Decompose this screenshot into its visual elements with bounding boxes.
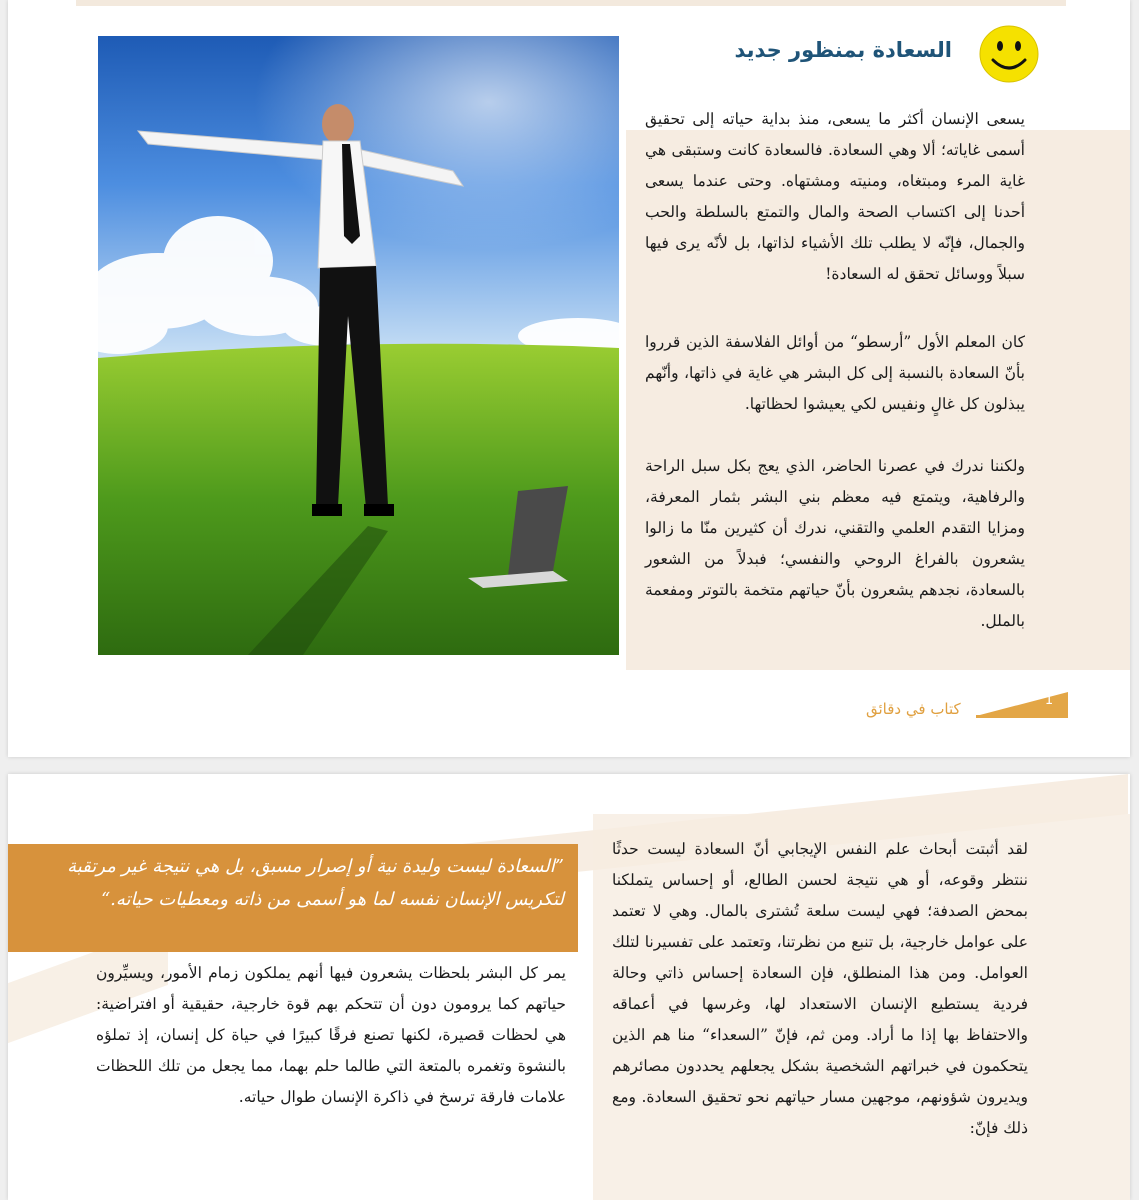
man-in-field-photo: [98, 36, 619, 655]
smiley-icon: [978, 24, 1040, 84]
paragraph-3: ولكننا ندرك في عصرنا الحاضر، الذي يعج بكل سبل الراحة والرفاهية، ويتمتع فيه معظم بني البشر بثمار المعرفة، ومزايا التقدم العلمي والتقني، ندرك أن كثيرين منّا ما زالوا يشعرون بالفراغ الروحي والنفسي؛ فبدلاً من الشعور بالسعادة، نجدهم يشعرون بأنّ حياتهم متخمة بالتوتر ومفعمة بالملل.: [645, 457, 1025, 630]
footer-book-title: كتاب في دقائق: [866, 700, 961, 718]
top-band: [76, 0, 1066, 6]
pull-quote-box: [8, 844, 578, 952]
page-number: 1: [1044, 693, 1054, 708]
left-paragraph: يمر كل البشر بلحظات يشعرون فيها أنهم يملكون زمام الأمور، ويسيِّرون حياتهم كما يرومون دون أن تتحكم بهم قوة خارجية، حقيقية أو افتراضية: هي لحظات قصيرة، لكنها تصنع فرقًا كبيرًا في حياة كل إنسان، إذ تملؤه بالنشوة وتغمره بالمتعة التي طالما حلم بهما، مما يجعل من تلك اللحظات علامات فارقة ترسخ في ذاكرة الإنسان طوال حياته.: [96, 964, 566, 1106]
right-paragraph: لقد أثبتت أبحاث علم النفس الإيجابي أنّ السعادة ليست حدثًا ننتظر وقوعه، أو هي نتيجة لحسن الطالع، أو إحساس يتملكنا بمحض الصدفة؛ فهي ليست سلعة تُشترى بالمال. وهي لا تعتمد على عوامل خارجية، بل تنبع من نظرتنا، وتعتمد على تفسيرنا لتلك العوامل. ومن هذا المنطلق، فإن السعادة إحساس ذاتي وحالة فردية يستطيع الإنسان الاستعداد لها، وغرسها في أعماقه والاحتفاظ بها إذا ما أراد. ومن ثم، فإنّ ”السعداء“ منا هم الذين يتحكمون في خبراتهم الشخصية بشكل يجعلهم يحددون مصائرهم ويديرون شؤونهم، موجهين مسار حياتهم نحو تحقيق السعادة. ومع ذلك فإنّ:: [612, 840, 1028, 1137]
paragraph-2: كان المعلم الأول ”أرسطو“ من أوائل الفلاسفة الذين قرروا بأنّ السعادة بالنسبة إلى كل البشر هي غاية في ذاتها، وأنّهم يبذلون كل غالٍ ونفيس لكي يعيشوا لحظاتها.: [645, 333, 1025, 413]
paragraph-1: يسعى الإنسان أكثر ما يسعى، منذ بداية حياته إلى تحقيق أسمى غاياته؛ ألا وهي السعادة. فالسعادة كانت وستبقى هي غاية المرء ومبتغاه، ومنيته ومشتهاه. وحتى عندما يسعى أحدنا إلى اكتساب الصحة والمال والتمتع بالسلطة والحب والجمال، فإنّه لا يطلب تلك الأشياء لذاتها، بل لأنّه يرى فيها سبلاً ووسائل تحقق له السعادة!: [645, 110, 1025, 283]
page-1: [8, 0, 1130, 757]
page-2: [8, 774, 1130, 1200]
pull-quote: ”السعادة ليست وليدة نية أو إصرار مسبق، بل هي نتيجة غير مرتقبة لتكريس الإنسان نفسه لما هو أسمى من ذاته ومعطيات حياته.“: [67, 856, 564, 910]
page-title: السعادة بمنظور جديد: [734, 38, 952, 62]
